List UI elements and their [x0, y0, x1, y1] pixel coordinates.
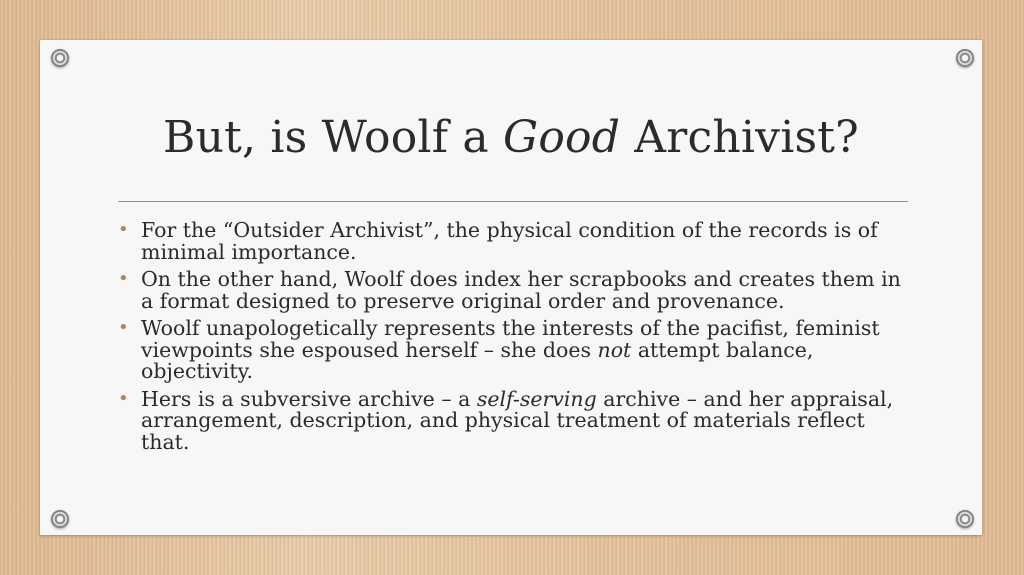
pushpin-icon: [51, 510, 69, 528]
bullet-text: On the other hand, Woolf does index her scrapbooks and creates them in a format designed to preserve original order and provenance.: [141, 267, 901, 313]
pushpin-icon: [956, 510, 974, 528]
slide-title: [40, 112, 982, 163]
bullet-emphasis: not: [597, 337, 632, 362]
bullet-emphasis: self-serving: [476, 386, 597, 411]
title-emphasis: Good: [503, 112, 621, 163]
bullet-text-end: archive – and her appraisal, arrangement, description, and physical treatment of materials reflect that.: [141, 386, 894, 454]
bullet-text: For the “Outsider Archivist”, the physical condition of the records is of minimal importance.: [141, 218, 878, 264]
bullet-icon: •: [118, 268, 129, 289]
bullet-icon: •: [118, 387, 129, 409]
bullet-item: [118, 386, 918, 454]
pushpin-icon: [956, 49, 974, 67]
bullet-list: [118, 220, 918, 459]
pushpin-icon: [51, 49, 69, 67]
bullet-text: Hers is a subversive archive – a: [141, 386, 477, 411]
slide-card: [40, 40, 982, 535]
bullet-icon: •: [118, 317, 129, 338]
bullet-icon: •: [118, 219, 129, 240]
title-text-end: Archivist?: [620, 112, 859, 163]
title-text: But, is Woolf a: [163, 112, 503, 163]
bullet-text-end: attempt balance, objectivity.: [141, 337, 814, 383]
title-divider: [118, 201, 908, 202]
bullet-item: [118, 269, 918, 312]
bullet-item: [118, 220, 918, 263]
bullet-item: [118, 318, 918, 383]
bullet-text: Woolf unapologetically represents the interests of the pacifist, feminist viewpoints she espoused herself – she does: [141, 316, 880, 362]
